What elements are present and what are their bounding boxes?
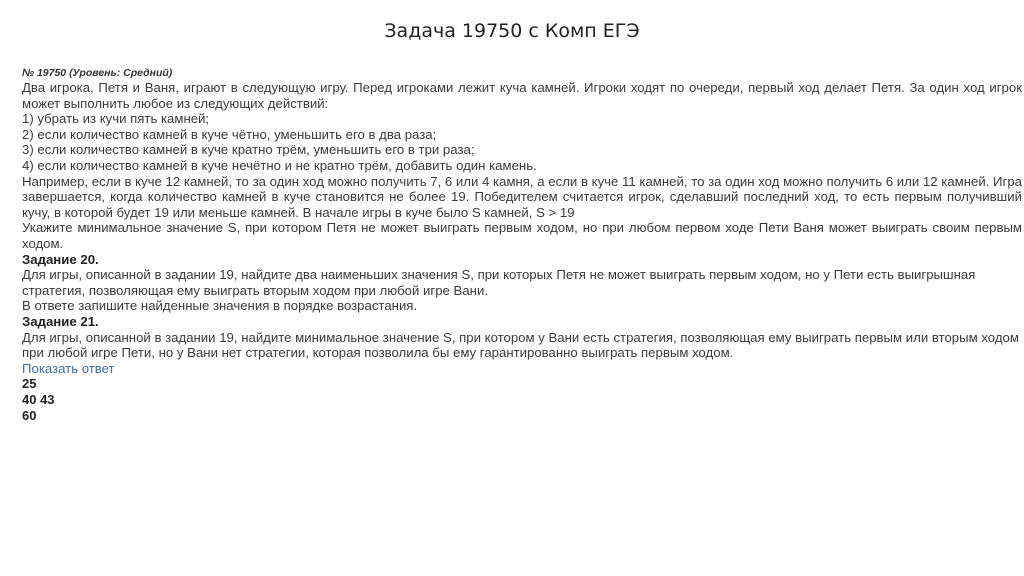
task-20-text: Для игры, описанной в задании 19, найдите два наименьших значения S, при которых Петя не может выиграть первым ходом, но у Пети есть выигрышная стратегия, позволяющая ему выиграть вторым ходом при любой игре Вани. [22,267,976,298]
task-20-note: В ответе запишите найденные значения в порядке возрастания. [22,298,418,314]
move-rule-3: 3) если количество камней в куче кратно трём, уменьшить его в три раза; [22,142,475,158]
problem-content [22,66,1022,424]
show-answer-link[interactable]: Показать ответ [22,360,115,376]
move-rule-2: 2) если количество камней в куче чётно, уменьшить его в два раза; [22,126,437,142]
problem-intro: Два игрока, Петя и Ваня, играют в следующую игру. Перед игроками лежит куча камней. Игроки ходят по очереди, первый ход делает Петя. За один ход игрок может выполнить любое из следующих действий: [22,80,1022,111]
task-19-text: Укажите минимальное значение S, при котором Петя не может выиграть первым ходом, но при любом первом ходе Пети Ваня может выиграть своим первым ходом. [22,220,1022,251]
problem-id: № 19750 (Уровень: Средний) [22,67,173,79]
task-21-text: Для игры, описанной в задании 19, найдите минимальное значение S, при котором у Вани есть стратегия, позволяющая ему выиграть первым или вторым ходом при любой игре Пети, но у Вани нет стратегии, которая позволила бы ему гарантированно выиграть первым ходом. [22,329,1019,361]
task-21-heading: Задание 21. [22,313,99,329]
answer-20: 40 43 [22,392,55,408]
move-rule-1: 1) убрать из кучи пять камней; [22,111,210,127]
problem-example: Например, если в куче 12 камней, то за один ход можно получить 7, 6 или 4 камня, а если в куче 11 камней, то за один ход можно получить 6 или 12 камней. Игра завершается, когда количество камней в куче становится не более 19. Победителем считается игрок, сделавший последний ход, то есть первым получивший кучу, в которой будет 19 или меньше камней. В начале игры в куче было S камней, S > 19 [22,173,1022,220]
slide-title: Задача 19750 с Комп ЕГЭ [384,20,640,42]
answer-19: 25 [22,376,37,392]
move-rule-4: 4) если количество камней в куче нечётно и не кратно трём, добавить один камень. [22,157,537,173]
task-20-heading: Задание 20. [22,251,99,267]
answer-21: 60 [22,408,37,424]
